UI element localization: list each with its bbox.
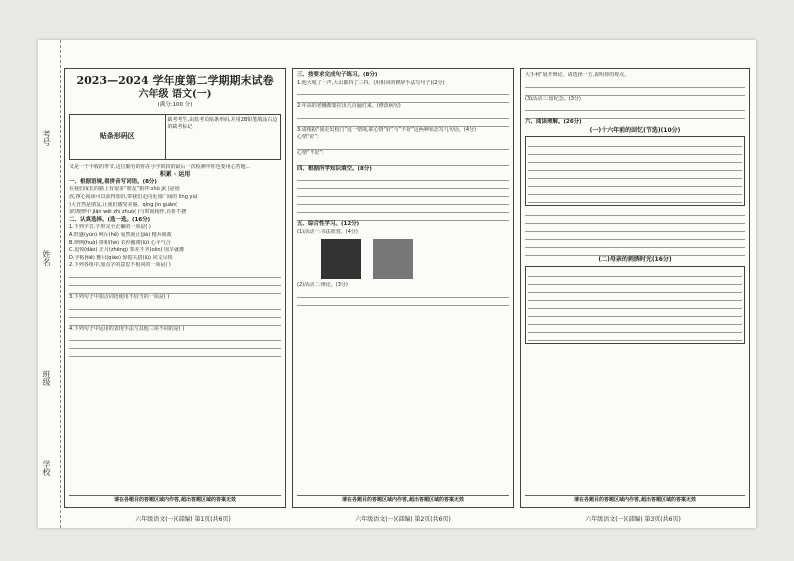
answer-notice: 请在各题目的答题区域内作答,超出答题区域的答案无效 bbox=[297, 495, 509, 505]
section-5: 五、综合性学习。(12分) bbox=[297, 221, 360, 228]
binding-margin bbox=[38, 40, 61, 528]
binding-banji: 班级 bbox=[42, 370, 51, 386]
absent-notice: 缺考考生,由监考员贴条形码,并用2B铅笔填涂右边的缺考标记 bbox=[167, 116, 278, 131]
calligraphy-image bbox=[373, 239, 413, 279]
calligraphy-samples bbox=[321, 239, 509, 279]
label-good: 心情“好”: bbox=[297, 134, 319, 141]
section-4: 四、根据所学知识填空。(8分) bbox=[297, 165, 372, 172]
reading-1-passage bbox=[525, 136, 745, 206]
page-number-3: 六年级语文(一)(部编) 第3页(共6页) bbox=[585, 516, 681, 523]
section-2: 二、认真选择。(选一选。(16分) bbox=[69, 216, 151, 223]
answer-notice: 请在各题目的答题区域内作答,超出答题区域的答案无效 bbox=[525, 495, 745, 505]
activity-3: (3)活动三:留纪念。(3分) bbox=[525, 95, 581, 102]
c1: C.追悼(dào) 正月(zhēng) 参差不齐(cēn) 围旱就灌 bbox=[69, 247, 185, 254]
activity-1: (1)活动一:书法欣赏。(4分) bbox=[297, 228, 358, 235]
q4: 4.下列句子中运用的表现手法与其他三项不同的是( ) bbox=[69, 325, 185, 332]
binding-kaohao: 考号 bbox=[42, 130, 51, 146]
q3: 3.请根据“我走出校门”这一情境,联心情“好”与“不好”这两种状态写几句话。(4分) bbox=[297, 126, 476, 133]
exam-sheet bbox=[38, 40, 756, 528]
section-3: 三、按要求完成句子练习。(8分) bbox=[297, 72, 378, 78]
page-2 bbox=[292, 68, 514, 508]
section-6: 六、阅读理解。(26分) bbox=[525, 119, 582, 126]
reading-2-title: (二)母亲的刺绣时光(16分) bbox=[598, 256, 672, 264]
q1: 1.他大吼了一声,大山都抖了三抖。(用相同的修辞手法写句子)(2分) bbox=[297, 79, 445, 86]
intro: 又是一个丰收的季节,这位勤劳的你在小学阶段的最后一次检测中你也要用心答题... bbox=[69, 163, 251, 170]
reading-1-title: (一)十六年前的回忆(节选)(10分) bbox=[589, 126, 681, 134]
section-basics: 积累 · 运用 bbox=[159, 171, 191, 179]
page-number-1: 六年级语文(一)(部编) 第1页(共6页) bbox=[135, 516, 231, 523]
calligraphy-image bbox=[321, 239, 361, 279]
q2: 2.年高的老栅都要拄出几百遍灯来。(修改病句) bbox=[297, 103, 401, 110]
q2: 2.下列各组中,加点字的意思不相同的一项是( ) bbox=[69, 262, 171, 269]
d1: D.字帖(tiē) 雅目(qiào) 惊慌失措(lǚ) 同文尽快 bbox=[69, 254, 173, 261]
page-1 bbox=[64, 68, 286, 508]
p2: 放,撑心阅读可以获得知识,带我们走向更加广阔的 lǐng yù( bbox=[69, 193, 198, 200]
barcode-area bbox=[69, 114, 281, 160]
p3: )大自然是朋友,让我们感受美丽。qīng jìn guān( bbox=[69, 201, 178, 208]
q3: 3.下列句子中加点词语使用不恰当的一项是( ) bbox=[69, 293, 170, 300]
exam-score: (满分:100 分) bbox=[157, 102, 193, 108]
label-bad: 心情“不好”: bbox=[297, 149, 324, 156]
q1: 1.下列字音,字形完全正确的一项是( ) bbox=[69, 224, 151, 231]
exam-title: 2023—2024 学年度第二学期期末试卷 bbox=[76, 74, 274, 87]
reading-2-passage bbox=[525, 266, 745, 344]
top-line: 大手利“展开辩论。请选择一方,说明你的观点。 bbox=[525, 72, 630, 78]
a1: A.旺盛(yùn) 呵斥(hē) 戛然而止(jiá) 精兵简政 bbox=[69, 231, 172, 238]
b1: B.律例(huǒ) 拼和(hé) 衣衫褴褛(lǚ) 心平气合 bbox=[69, 239, 171, 246]
exam-subtitle: 六年级 语文(一) bbox=[138, 89, 212, 100]
binding-xuexiao: 学校 bbox=[42, 460, 51, 476]
page-number-2: 六年级语文(一)(部编) 第2页(共6页) bbox=[355, 516, 451, 523]
page-3 bbox=[520, 68, 750, 508]
binding-xingming: 姓名 bbox=[42, 250, 51, 266]
p1: 在我们成长的路上有很多“朋友”相伴:shǔ jì( )是别 bbox=[69, 186, 180, 193]
section-1: 一、根据语境,看拼音写词语。(8分) bbox=[69, 178, 157, 185]
p4: )的规律中 jiān wěi zhí zhuó( )与时间相伴,百折不挠 bbox=[69, 209, 187, 216]
answer-notice: 请在各题目的答题区域内作答,超出答题区域的答案无效 bbox=[69, 495, 281, 505]
activity-2: (2)活动二:辩论。(3分) bbox=[297, 282, 348, 289]
barcode-label: 贴条形码区 bbox=[70, 115, 166, 159]
